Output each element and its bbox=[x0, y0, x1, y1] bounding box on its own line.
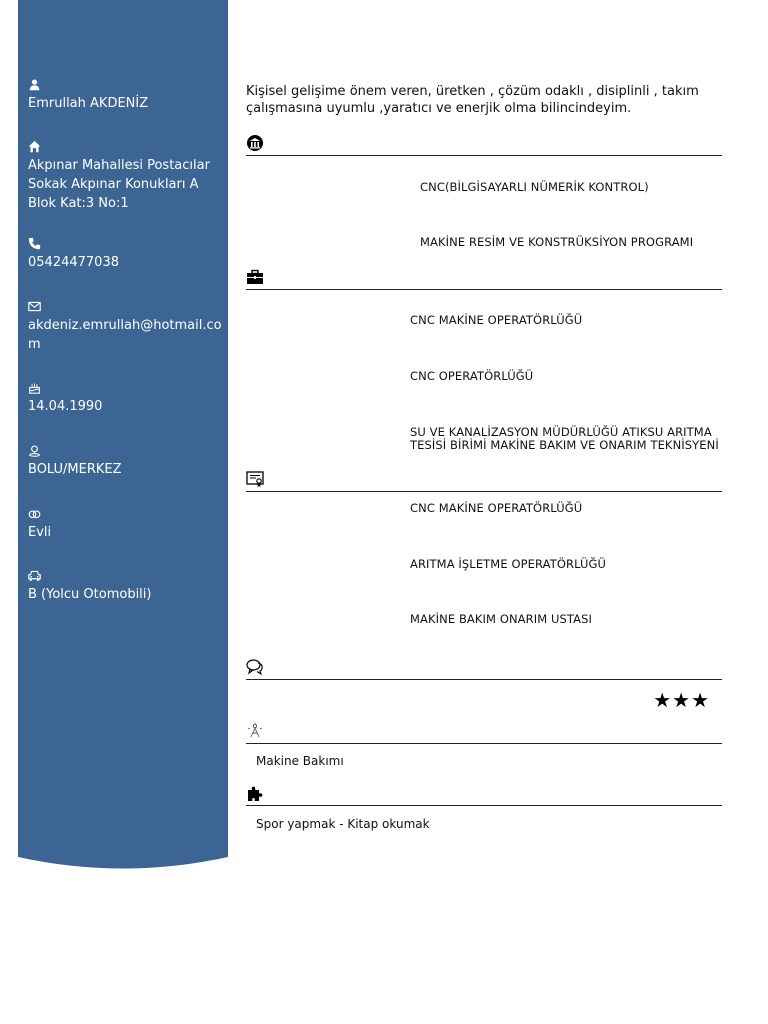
certificate-item: ARITMA İŞLETME OPERATÖRLÜĞÜ bbox=[410, 557, 607, 571]
address: Akpınar Mahallesi Postacılar Sokak Akpınar Konukları A Blok Kat:3 No:1 bbox=[28, 158, 210, 211]
location-block bbox=[28, 444, 222, 479]
institution-icon bbox=[246, 134, 264, 152]
summary-text: Kişisel gelişime önem veren, üretken , çözüm odaklı , disiplinli , takım çalışmasına uyumlu ,yaratıcı ve enerjik olma bilincindeyim. bbox=[246, 84, 699, 116]
certificate-item: MAKİNE BAKIM ONARIM USTASI bbox=[410, 612, 593, 626]
briefcase-icon bbox=[246, 268, 264, 286]
puzzle-icon bbox=[246, 784, 264, 802]
education-item: MAKİNE RESİM VE KONSTRÜKSİYON PROGRAMI bbox=[420, 235, 694, 249]
experience-section-header bbox=[246, 265, 722, 290]
marital-status: Evli bbox=[28, 525, 52, 540]
envelope-icon bbox=[28, 300, 42, 314]
speech-bubbles-icon bbox=[246, 658, 264, 676]
experience-item: CNC MAKİNE OPERATÖRLÜĞÜ bbox=[410, 313, 583, 327]
rings-icon bbox=[28, 507, 42, 521]
email-address[interactable]: akdeniz.emrullah@hotmail.com bbox=[28, 318, 222, 352]
phone-number: 05424477038 bbox=[28, 255, 119, 270]
experience-item: SU VE KANALİZASYON MÜDÜRLÜĞÜ ATIKSU ARITMA TESİSİ BİRİMİ MAKİNE BAKIM VE ONARIM TEKNİSYENİ bbox=[410, 425, 719, 452]
hobbies-section-header bbox=[246, 781, 722, 806]
name-block bbox=[28, 78, 222, 113]
skills-icon bbox=[246, 722, 264, 740]
hobbies-text: Spor yapmak - Kitap okumak bbox=[256, 817, 430, 831]
person-icon bbox=[28, 78, 42, 92]
license-block bbox=[28, 569, 222, 604]
skills-section-header bbox=[246, 719, 722, 744]
certificate-item: CNC MAKİNE OPERATÖRLÜĞÜ bbox=[410, 501, 583, 515]
phone-block bbox=[28, 237, 222, 272]
education-section-header bbox=[246, 131, 722, 156]
marital-block bbox=[28, 507, 222, 542]
email-block bbox=[28, 300, 222, 354]
language-rating-stars: ★★★ bbox=[653, 688, 710, 712]
experience-item: CNC OPERATÖRLÜĞÜ bbox=[410, 369, 534, 383]
address-block bbox=[28, 140, 222, 213]
certificate-icon bbox=[246, 470, 264, 488]
birthdate: 14.04.1990 bbox=[28, 399, 103, 414]
sidebar bbox=[18, 0, 228, 872]
education-item: CNC(BİLGİSAYARLI NÜMERİK KONTROL) bbox=[420, 180, 649, 194]
home-icon bbox=[28, 140, 42, 154]
languages-section-header bbox=[246, 655, 722, 680]
location: BOLU/MERKEZ bbox=[28, 462, 122, 477]
certificates-section-header bbox=[246, 467, 722, 492]
phone-icon bbox=[28, 237, 42, 251]
main-content bbox=[246, 0, 722, 1024]
car-icon bbox=[28, 569, 42, 583]
full-name: Emrullah AKDENİZ bbox=[28, 96, 149, 111]
skills-text: Makine Bakımı bbox=[256, 754, 344, 768]
location-pin-icon bbox=[28, 444, 42, 458]
driving-license: B (Yolcu Otomobili) bbox=[28, 587, 152, 602]
birthdate-block bbox=[28, 381, 222, 416]
cake-icon bbox=[28, 381, 42, 395]
